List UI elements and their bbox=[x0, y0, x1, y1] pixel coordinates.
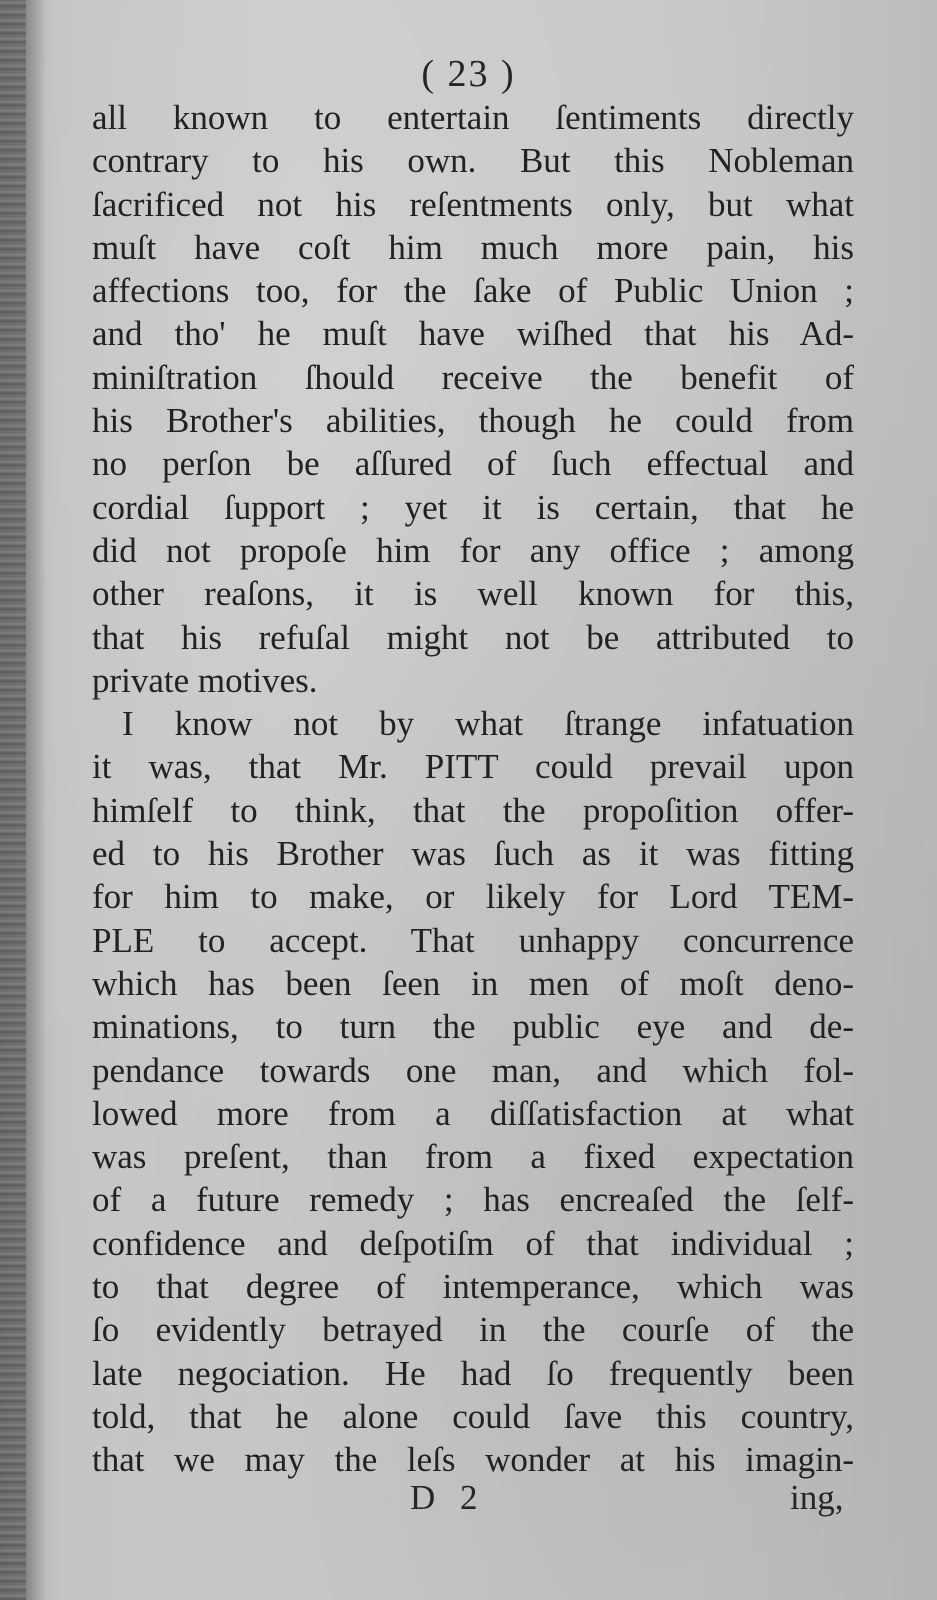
signature-mark: D 2 bbox=[410, 1478, 486, 1517]
text-line: minations, to turn the public eye and de- bbox=[92, 1007, 854, 1047]
text-line: PLE to accept. That unhappy concurrence bbox=[92, 920, 854, 960]
text-line: told, that he alone could ſave this country, bbox=[92, 1396, 854, 1436]
text-line: that we may the leſs wonder at his imagin- bbox=[92, 1440, 854, 1480]
text-line: ſo evidently betrayed in the courſe of the bbox=[92, 1310, 854, 1350]
text-line: for him to make, or likely for Lord TEM- bbox=[92, 877, 854, 917]
text-line: ed to his Brother was ſuch as it was fitting bbox=[92, 834, 854, 874]
text-line: late negociation. He had ſo frequently been bbox=[92, 1353, 854, 1393]
text-line: miniſtration ſhould receive the benefit of bbox=[92, 357, 854, 397]
text-line: which has been ſeen in men of moſt deno- bbox=[92, 963, 854, 1003]
text-line: pendance towards one man, and which fol- bbox=[92, 1050, 854, 1090]
paragraph-start-line: I know not by what ſtrange infatuation bbox=[122, 704, 854, 744]
text-line: contrary to his own. But this Nobleman bbox=[92, 141, 854, 181]
text-line: was preſent, than from a fixed expectation bbox=[92, 1137, 854, 1177]
text-line: confidence and deſpotiſm of that individual ; bbox=[92, 1223, 854, 1263]
text-line: no perſon be aſſured of ſuch effectual and bbox=[92, 444, 854, 484]
catchword: ing, bbox=[790, 1478, 844, 1517]
text-line: lowed more from a diſſatisfaction at what bbox=[92, 1093, 854, 1133]
book-binding-edge bbox=[0, 0, 26, 1600]
page-number: ( 23 ) bbox=[421, 53, 516, 95]
text-line: it was, that Mr. PITT could prevail upon bbox=[92, 747, 854, 787]
text-line: that his refuſal might not be attributed to bbox=[92, 617, 854, 657]
paragraph-end-line: private motives. bbox=[92, 660, 318, 700]
text-line: affections too, for the ſake of Public Union ; bbox=[92, 271, 854, 311]
text-line: did not propoſe him for any office ; among bbox=[92, 530, 854, 570]
text-line: and tho' he muſt have wiſhed that his Ad- bbox=[92, 314, 854, 354]
text-line: himſelf to think, that the propoſition offer- bbox=[92, 790, 854, 830]
gutter-shadow bbox=[26, 0, 46, 1600]
text-line: to that degree of intemperance, which was bbox=[92, 1267, 854, 1307]
text-line: all known to entertain ſentiments directly bbox=[92, 98, 854, 137]
text-line: muſt have coſt him much more pain, his bbox=[92, 227, 854, 267]
text-line: his Brother's abilities, though he could from bbox=[92, 401, 854, 441]
body-text bbox=[92, 96, 854, 1482]
text-line: ſacrificed not his reſentments only, but what bbox=[92, 184, 854, 224]
text-line: other reaſons, it is well known for this, bbox=[92, 574, 854, 614]
text-line: of a future remedy ; has encreaſed the ſelf- bbox=[92, 1180, 854, 1220]
text-line: cordial ſupport ; yet it is certain, that he bbox=[92, 487, 854, 527]
